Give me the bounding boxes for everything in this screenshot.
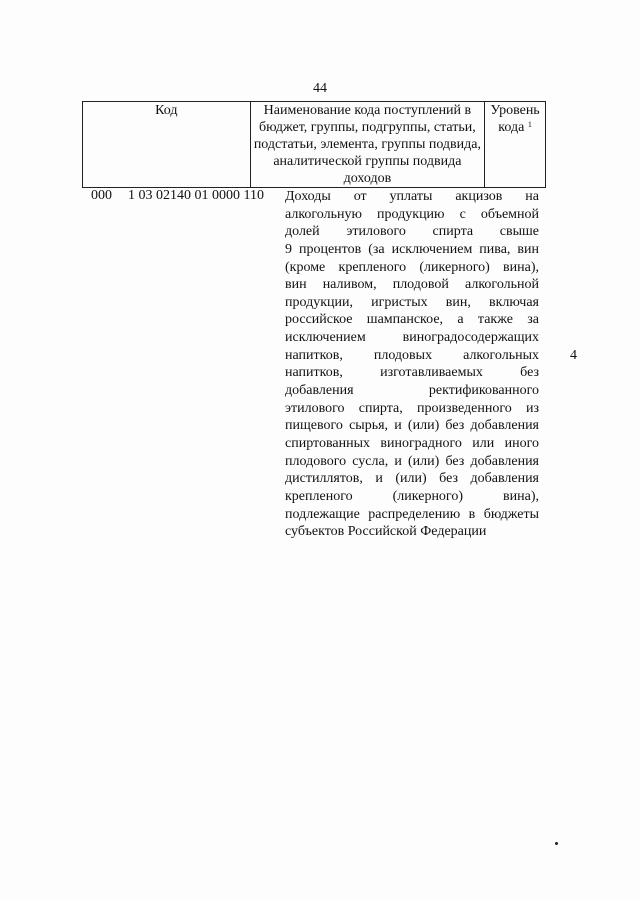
header-code: Код — [83, 102, 251, 188]
description-line: дистиллятов, и (или) без добавления — [285, 471, 539, 487]
description-line: субъектов Российской Федерации — [285, 524, 487, 540]
header-name — [250, 102, 484, 188]
admin-code: 000 — [91, 188, 112, 203]
page-number: 44 — [313, 81, 327, 96]
header-level-line1: Уровень — [490, 103, 540, 118]
income-description — [285, 188, 539, 541]
description-line: пищевого сырья, и (или) без добавления — [285, 418, 539, 434]
header-name-line: подстатьи, элемента, группы подвида, — [253, 137, 481, 152]
description-line: напитков, изготавливаемых без — [285, 365, 539, 381]
scan-speck — [555, 842, 558, 845]
budget-code: 1 03 02140 01 0000 110 — [128, 188, 264, 203]
description-line: плодового сусла, и (или) без добавления — [285, 453, 539, 469]
header-name-line: Наименование кода поступлений в — [263, 103, 472, 118]
description-line: подлежащие распределению в бюджеты — [285, 506, 539, 522]
header-level — [485, 102, 546, 188]
code-level: 4 — [570, 348, 577, 363]
description-line: алкогольную продукцию с объемной — [285, 206, 539, 222]
description-line: напитков, плодовых алкогольных — [285, 347, 539, 363]
description-line: российское шампанское, а также за — [285, 312, 539, 328]
description-line: 9 процентов (за исключением пива, вин — [285, 241, 539, 257]
header-name-line: бюджет, группы, подгруппы, статьи, — [259, 120, 476, 135]
description-line: вин наливом, плодовой алкогольной — [285, 277, 539, 293]
table-header — [82, 101, 546, 188]
description-line: Доходы от уплаты акцизов на — [285, 189, 539, 204]
header-level-line2 — [485, 119, 545, 136]
description-line: продукции, игристых вин, включая — [285, 294, 539, 310]
description-line: (кроме крепленого (ликерного) вина), — [285, 259, 539, 275]
description-line: исключением виноградосодержащих — [285, 330, 539, 346]
description-line: долей этилового спирта свыше — [285, 224, 539, 240]
description-line: добавления ректификованного — [285, 383, 539, 399]
description-line: крепленого (ликерного) вина), — [285, 488, 539, 504]
description-line: спиртованных виноградного или иного — [285, 435, 539, 451]
description-line: этилового спирта, произведенного из — [285, 400, 539, 416]
footnote-marker: 1 — [527, 120, 532, 129]
header-name-line: аналитической группы подвида доходов — [273, 154, 462, 186]
header-level-text: кода — [498, 120, 525, 135]
